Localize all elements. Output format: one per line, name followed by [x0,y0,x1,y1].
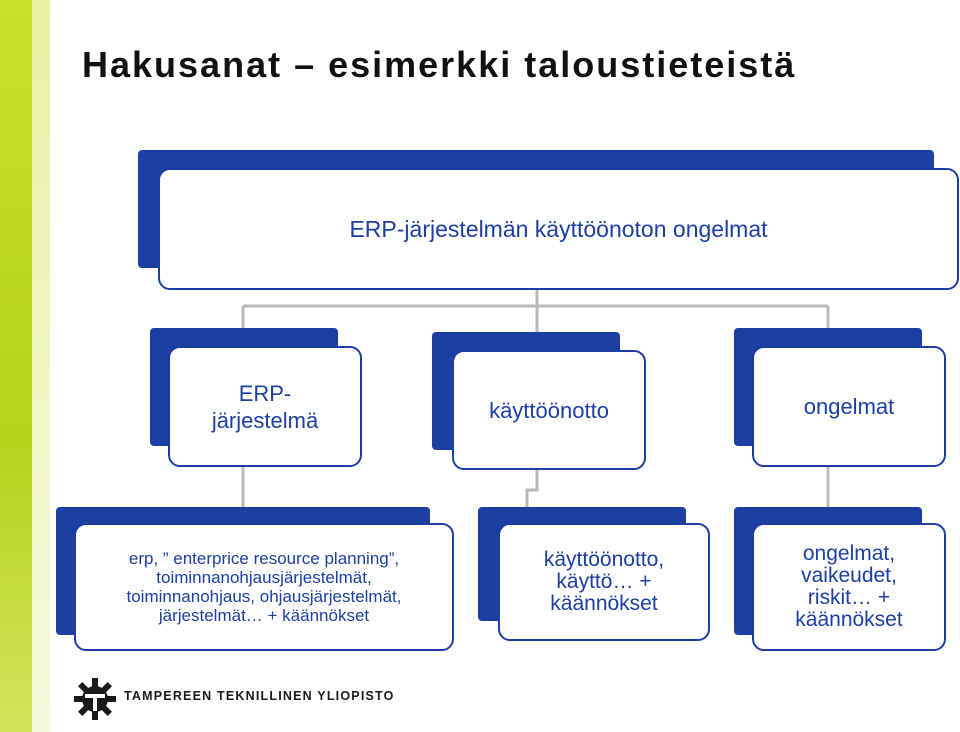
slide-title: Hakusanat – esimerkki taloustieteistä [82,44,797,85]
keyword-ongelmat-line-4: käännökset [795,608,903,631]
concept-box-erp [168,346,362,467]
concept-box-ongelmat [752,346,946,467]
keyword-erp-line-1: erp, ” enterprice resource planning”, [128,549,400,568]
connector-concept-2-keyword-2 [527,470,537,510]
university-logo-icon [72,676,118,722]
keyword-ongelmat-line-1: ongelmat, [802,542,896,565]
keyword-box-ongelmat [752,523,946,651]
keyword-kayttoonotto-line-2: käyttö… + [556,570,652,593]
keyword-box-erp [74,523,454,651]
concept-erp-line-1: ERP- [238,380,292,406]
root-topic-box [158,168,959,290]
keyword-erp-line-2: toiminnanohjausjärjestelmät, [156,568,372,587]
concept-box-kayttoonotto [452,350,646,470]
keyword-kayttoonotto-line-3: käännökset [550,592,658,615]
keyword-erp-line-4: järjestelmät… + käännökset [158,606,370,625]
keyword-erp-line-3: toiminnanohjaus, ohjausjärjestelmät, [126,587,402,606]
university-name: TAMPEREEN TEKNILLINEN YLIOPISTO [124,689,395,703]
keyword-kayttoonotto-line-1: käyttöönotto, [543,548,665,571]
keyword-ongelmat-line-2: vaikeudet, [801,564,897,587]
keyword-box-kayttoonotto [498,523,710,641]
concept-ongelmat-label: ongelmat [803,394,895,419]
keyword-ongelmat-line-3: riskit… + [807,586,891,609]
concept-kayttoonotto-label: käyttöönotto [489,397,609,423]
root-topic-label: ERP-järjestelmän käyttöönoton ongelmat [349,215,768,242]
concept-erp-line-2: järjestelmä [211,407,319,433]
